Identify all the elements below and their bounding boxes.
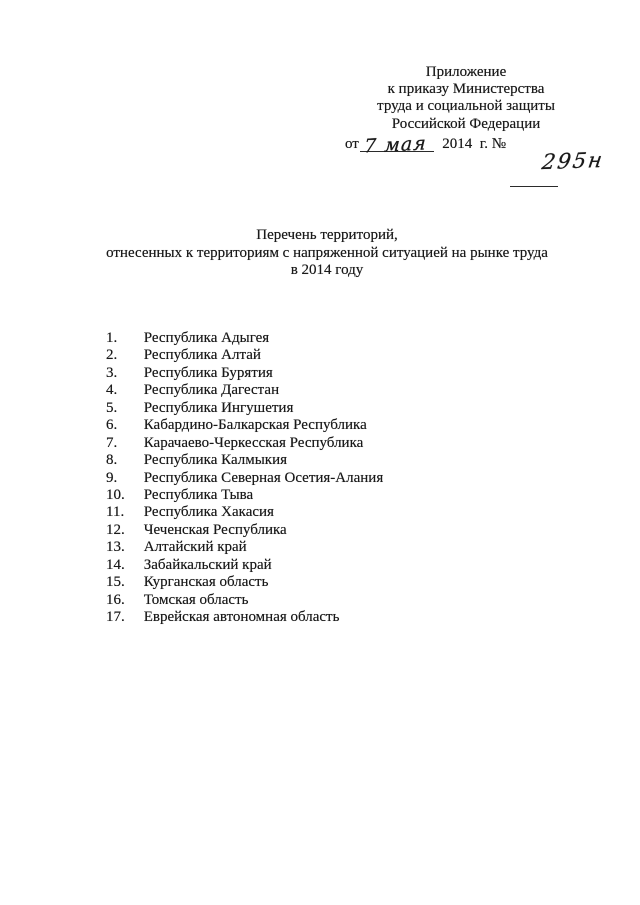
order-date-line — [326, 131, 606, 175]
date-prefix: от — [345, 135, 359, 152]
item-number: 3. — [106, 364, 118, 381]
item-region-name: Республика Ингушетия — [143, 399, 294, 416]
item-region-name: Республика Дагестан — [143, 382, 280, 399]
item-region-name: Курганская область — [143, 574, 269, 591]
region-list-item — [106, 574, 383, 591]
region-list-item — [106, 330, 383, 347]
order-year-number-label: 2014 г. № — [442, 135, 507, 152]
item-number: 15. — [106, 574, 125, 591]
item-number: 7. — [106, 434, 118, 451]
item-region-name: Томская область — [143, 591, 249, 608]
title-line: Перечень территорий, — [256, 227, 398, 243]
region-list — [106, 330, 383, 626]
item-number: 6. — [106, 417, 118, 434]
item-region-name: Карачаево-Черкесская Республика — [143, 434, 364, 451]
item-region-name: Алтайский край — [143, 539, 247, 556]
item-number: 11. — [106, 504, 125, 521]
item-region-name: Республика Северная Осетия-Алания — [143, 469, 384, 486]
title-line: в 2014 году — [290, 262, 364, 279]
item-region-name: Еврейская автономная область — [143, 609, 340, 625]
item-number: 5. — [106, 399, 118, 416]
item-number: 4. — [106, 382, 118, 399]
region-list-item — [106, 609, 383, 626]
title-line: отнесенных к территориям с напряженной ситуацией на рынке труда — [106, 244, 548, 261]
region-list-item — [106, 470, 383, 487]
item-region-name: Республика Тыва — [143, 486, 254, 503]
handwritten-date: 7 мая — [363, 131, 428, 158]
item-number: 9. — [106, 469, 118, 486]
item-region-name: Чеченская Республика — [143, 521, 287, 538]
header-line: к приказу Министерства — [387, 81, 545, 98]
region-list-item — [106, 417, 383, 434]
item-number: 10. — [106, 486, 125, 503]
region-list-item — [106, 400, 383, 417]
order-number-underline — [510, 136, 606, 191]
header-line: труда и социальной защиты — [377, 98, 555, 115]
item-number: 8. — [106, 452, 118, 469]
region-list-item — [106, 487, 383, 504]
item-region-name: Республика Хакасия — [143, 504, 274, 521]
item-number: 16. — [106, 591, 125, 608]
region-list-item — [106, 435, 383, 452]
header-line: Российской Федерации — [391, 115, 541, 132]
region-list-item — [106, 382, 383, 399]
item-region-name: Забайкальский край — [143, 556, 272, 573]
region-list-item — [106, 592, 383, 609]
item-number: 13. — [106, 539, 125, 556]
item-region-name: Кабардино-Балкарская Республика — [143, 417, 367, 434]
header-line: Приложение — [425, 64, 507, 80]
region-list-item — [106, 522, 383, 539]
item-region-name: Республика Калмыкия — [143, 452, 288, 469]
region-list-item — [106, 365, 383, 382]
handwritten-order-number: 295н — [540, 147, 606, 175]
appendix-header — [326, 64, 606, 175]
item-region-name: Республика Бурятия — [143, 364, 273, 381]
date-blank-underline — [360, 131, 434, 158]
region-list-item — [106, 557, 383, 574]
item-number: 12. — [106, 521, 125, 538]
item-number: 17. — [106, 609, 125, 625]
document-title — [54, 227, 600, 280]
item-number: 2. — [106, 347, 118, 364]
item-number: 1. — [106, 330, 118, 346]
item-region-name: Республика Алтай — [143, 347, 261, 364]
item-region-name: Республика Адыгея — [143, 330, 270, 346]
region-list-item — [106, 504, 383, 521]
item-number: 14. — [106, 556, 125, 573]
region-list-item — [106, 347, 383, 364]
region-list-item — [106, 452, 383, 469]
region-list-item — [106, 539, 383, 556]
